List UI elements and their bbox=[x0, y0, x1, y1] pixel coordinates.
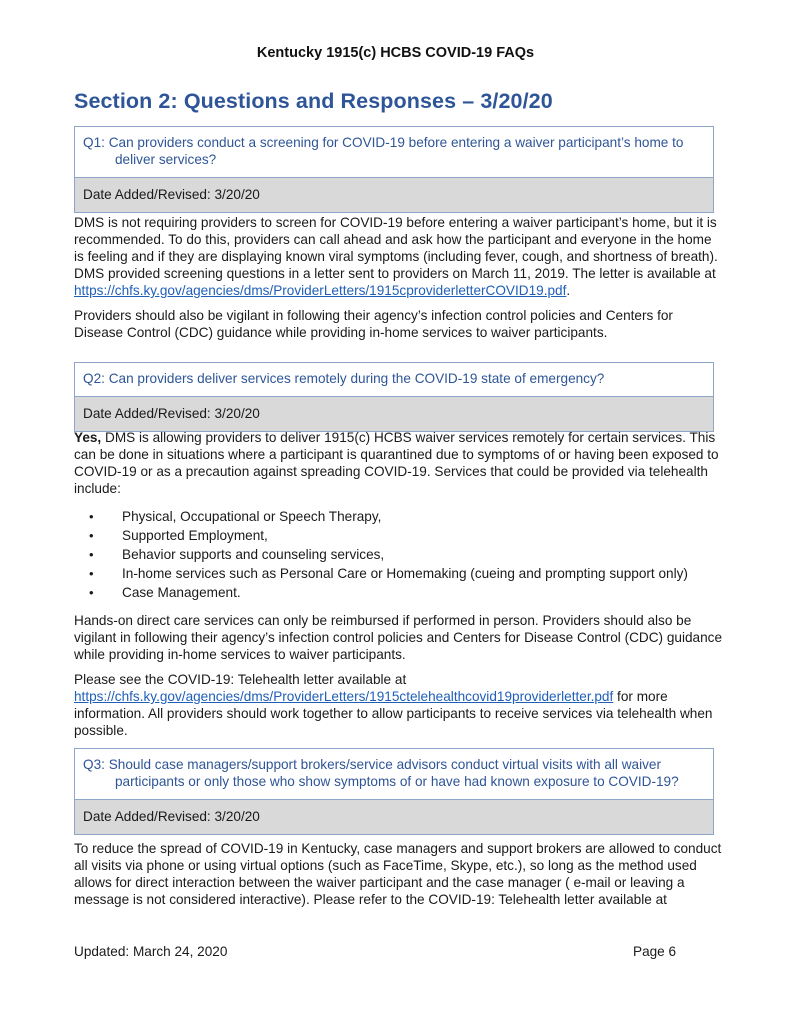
question-box-q3 bbox=[74, 748, 714, 835]
answer-text-end: for more information. All providers should work together to allow participants to receive services via telehealth when possible. bbox=[74, 689, 713, 738]
question-label: Q1: bbox=[83, 135, 105, 150]
answer-paragraph: Hands-on direct care services can only be reimbursed if performed in person. Providers should also be vigilant in following their agency’s infection control policies and Centers for Disease Control (CDC) guidance while providing in-home services to waiver participants. bbox=[74, 613, 723, 662]
list-item: • In-home services such as Personal Care or Homemaking (cueing and prompting support only) bbox=[74, 564, 724, 583]
answer-paragraph bbox=[74, 429, 724, 497]
date-added-row: Date Added/Revised: 3/20/20 bbox=[75, 397, 713, 431]
question-row bbox=[75, 127, 713, 178]
answer-text-end: . bbox=[566, 283, 571, 298]
footer-page-number: Page 6 bbox=[633, 944, 677, 959]
answer-paragraph bbox=[74, 214, 724, 299]
footer-updated-date: Updated: March 24, 2020 bbox=[74, 944, 228, 959]
telehealth-services-list bbox=[74, 507, 724, 602]
answer-yes: Yes, bbox=[74, 430, 102, 445]
document-header-title: Kentucky 1915(c) HCBS COVID-19 FAQs bbox=[256, 45, 535, 61]
date-added-row: Date Added/Revised: 3/20/20 bbox=[75, 178, 713, 212]
question-label: Q2: bbox=[83, 371, 105, 386]
question-text: Can providers deliver services remotely during the COVID-19 state of emergency? bbox=[108, 371, 605, 386]
section-heading: Section 2: Questions and Responses – 3/20/20 bbox=[74, 89, 553, 113]
answer-text: DMS is not requiring providers to screen for COVID-19 before entering a waiver participant’s home, but it is recommended. To do this, providers can call ahead and ask how the participant and everyone in the home is feeling and if they are displaying known viral symptoms (including fever, cough, and shortness of breath). DMS provided screening questions in a letter sent to providers on March 11, 2019. The letter is available at bbox=[74, 215, 718, 281]
list-item: • Behavior supports and counseling services, bbox=[74, 545, 724, 564]
question-row bbox=[75, 363, 713, 397]
date-added-row: Date Added/Revised: 3/20/20 bbox=[75, 800, 713, 834]
question-label: Q3: bbox=[83, 757, 105, 772]
answer-paragraph: To reduce the spread of COVID-19 in Kentucky, case managers and support brokers are allowed to conduct all visits via phone or using virtual options (such as FaceTime, Skype, etc.), so long as the method used allows for direct interaction between the waiver participant and the case manager ( e-mail or leaving a message is not considered interactive). Please refer to the COVID-19: Telehealth letter available at bbox=[74, 841, 722, 907]
answer-paragraph: Providers should also be vigilant in following their agency’s infection control policies and Centers for Disease Control (CDC) guidance while providing in-home services to waiver participants. bbox=[74, 308, 673, 340]
list-item: • Physical, Occupational or Speech Therapy, bbox=[74, 507, 724, 526]
question-box-q1 bbox=[74, 126, 714, 213]
screening-letter-link[interactable]: https://chfs.ky.gov/agencies/dms/ProviderLetters/1915cproviderletterCOVID19.pdf bbox=[74, 283, 567, 298]
question-text: Can providers conduct a screening for COVID-19 before entering a waiver participant’s home to deliver services? bbox=[108, 135, 684, 167]
list-item: • Case Management. bbox=[74, 583, 724, 602]
question-row bbox=[75, 749, 713, 800]
question-box-q2 bbox=[74, 362, 714, 432]
answer-paragraph bbox=[74, 671, 724, 739]
answer-text: DMS is allowing providers to deliver 1915(c) HCBS waiver services remotely for certain services. This can be done in situations where a participant is quarantined due to symptoms of or having been exposed to COVID-19 or as a precaution against spreading COVID-19. Services that could be provided via telehealth include: bbox=[74, 430, 719, 496]
answer-q3 bbox=[74, 840, 724, 916]
telehealth-letter-link[interactable]: https://chfs.ky.gov/agencies/dms/ProviderLetters/1915ctelehealthcovid19providerletter.pdf bbox=[74, 689, 614, 704]
question-text: Should case managers/support brokers/service advisors conduct virtual visits with all waiver participants or only those who show symptoms of or have had known exposure to COVID-19? bbox=[108, 757, 679, 789]
answer-q1 bbox=[74, 214, 724, 349]
list-item: • Supported Employment, bbox=[74, 526, 724, 545]
answer-q2 bbox=[74, 429, 724, 747]
answer-text: Please see the COVID-19: Telehealth letter available at bbox=[74, 672, 407, 687]
